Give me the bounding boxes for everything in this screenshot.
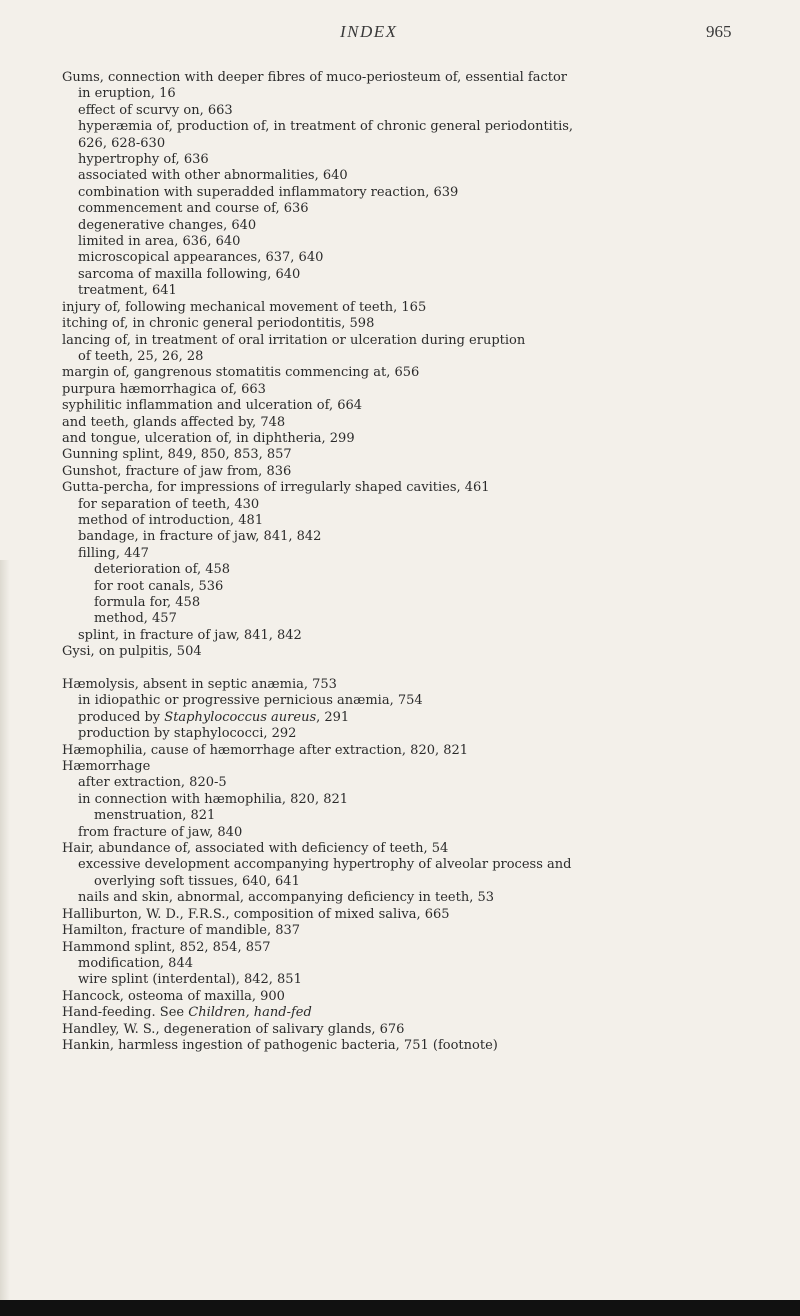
index-entry: Handley, W. S., degeneration of salivary glands, 676 [62, 1021, 405, 1037]
index-subentry: wire splint (interdental), 842, 851 [78, 972, 302, 988]
index-subentry: hyperæmia of, production of, in treatment of chronic general periodontitis, [78, 119, 574, 135]
index-entry: lancing of, in treatment of oral irritation or ulceration during eruption [62, 332, 526, 348]
index-subentry: excessive development accompanying hypertrophy of alveolar process and [78, 857, 572, 873]
index-subentry: from fracture of jaw, 840 [78, 824, 243, 840]
index-list [62, 70, 772, 1054]
index-entry: Halliburton, W. D., F.R.S., composition of mixed saliva, 665 [62, 906, 450, 922]
index-subentry: menstruation, 821 [94, 808, 216, 824]
index-subentry: for separation of teeth, 430 [78, 496, 260, 512]
index-entry: purpura hæmorrhagica of, 663 [62, 381, 266, 397]
index-subentry: of teeth, 25, 26, 28 [78, 348, 204, 364]
running-head [0, 22, 800, 46]
index-subentry: hypertrophy of, 636 [78, 152, 209, 168]
index-entry: Hamilton, fracture of mandible, 837 [62, 923, 301, 939]
index-subentry: microscopical appearances, 637, 640 [78, 250, 324, 266]
index-entry: Hæmolysis, absent in septic anæmia, 753 [62, 677, 337, 693]
index-subentry: treatment, 641 [78, 283, 177, 299]
page-gutter-shadow [0, 560, 10, 1300]
index-entry: Hankin, harmless ingestion of pathogenic bacteria, 751 (footnote) [62, 1037, 498, 1053]
index-subentry: overlying soft tissues, 640, 641 [94, 873, 300, 889]
index-subentry: formula for, 458 [94, 595, 201, 610]
index-subentry: deterioration of, 458 [94, 562, 231, 578]
bottom-scan-edge [0, 1300, 800, 1316]
index-subentry: degenerative changes, 640 [78, 217, 257, 233]
index-entry: Gysi, on pulpitis, 504 [62, 644, 202, 660]
index-entry: and tongue, ulceration of, in diphtheria, 299 [62, 430, 355, 446]
index-subentry: associated with other abnormalities, 640 [78, 168, 348, 184]
index-entry: syphilitic inflammation and ulceration of, 664 [62, 398, 363, 414]
index-subentry: 626, 628-630 [78, 135, 166, 151]
index-subentry: production by staphylococci, 292 [78, 726, 297, 742]
index-subentry: for root canals, 536 [94, 578, 224, 594]
page-number: 965 [706, 22, 732, 41]
index-entry: injury of, following mechanical movement of teeth, 165 [62, 299, 427, 315]
index-subentry: splint, in fracture of jaw, 841, 842 [78, 627, 302, 643]
index-subentry: method, 457 [94, 611, 177, 627]
index-entry: Gunshot, fracture of jaw from, 836 [62, 463, 292, 479]
index-subentry: effect of scurvy on, 663 [78, 102, 233, 118]
section-gap [62, 661, 772, 677]
index-subentry: sarcoma of maxilla following, 640 [78, 266, 301, 282]
index-subentry: modification, 844 [78, 955, 193, 971]
index-subentry: after extraction, 820-5 [78, 775, 227, 791]
index-entry: itching of, in chronic general periodontitis, 598 [62, 316, 375, 332]
index-subentry: filling, 447 [78, 545, 149, 561]
index-entry: margin of, gangrenous stomatitis commencing at, 656 [62, 365, 420, 381]
index-subentry: bandage, in fracture of jaw, 841, 842 [78, 529, 322, 545]
index-subentry: nails and skin, abnormal, accompanying deficiency in teeth, 53 [78, 890, 495, 906]
header-title: INDEX [340, 22, 398, 41]
index-entry: Gunning splint, 849, 850, 853, 857 [62, 447, 292, 463]
index-entry: Hair, abundance of, associated with deficiency of teeth, 54 [62, 841, 449, 857]
index-entry: Hæmorrhage [62, 759, 151, 775]
index-subentry: method of introduction, 481 [78, 512, 264, 528]
index-subentry: in connection with hæmophilia, 820, 821 [78, 791, 349, 807]
index-entry: Hand-feeding. See Children, hand-fed [62, 1005, 312, 1021]
index-subentry: commencement and course of, 636 [78, 201, 309, 217]
index-entry: Gutta-percha, for impressions of irregularly shaped cavities, 461 [62, 480, 490, 496]
index-entry: Hammond splint, 852, 854, 857 [62, 939, 271, 955]
index-subentry: limited in area, 636, 640 [78, 234, 241, 250]
index-entry: Hæmophilia, cause of hæmorrhage after extraction, 820, 821 [62, 742, 469, 758]
index-subentry: in eruption, 16 [78, 86, 176, 102]
index-entry: and teeth, glands affected by, 748 [62, 414, 286, 430]
index-subentry: produced by Staphylococcus aureus, 291 [78, 709, 350, 725]
index-entry: Gums, connection with deeper fibres of muco-periosteum of, essential factor [62, 70, 568, 85]
index-entry: Hancock, osteoma of maxilla, 900 [62, 988, 285, 1004]
index-subentry: in idiopathic or progressive pernicious anæmia, 754 [78, 693, 423, 709]
index-subentry: combination with superadded inflammatory reaction, 639 [78, 184, 459, 200]
